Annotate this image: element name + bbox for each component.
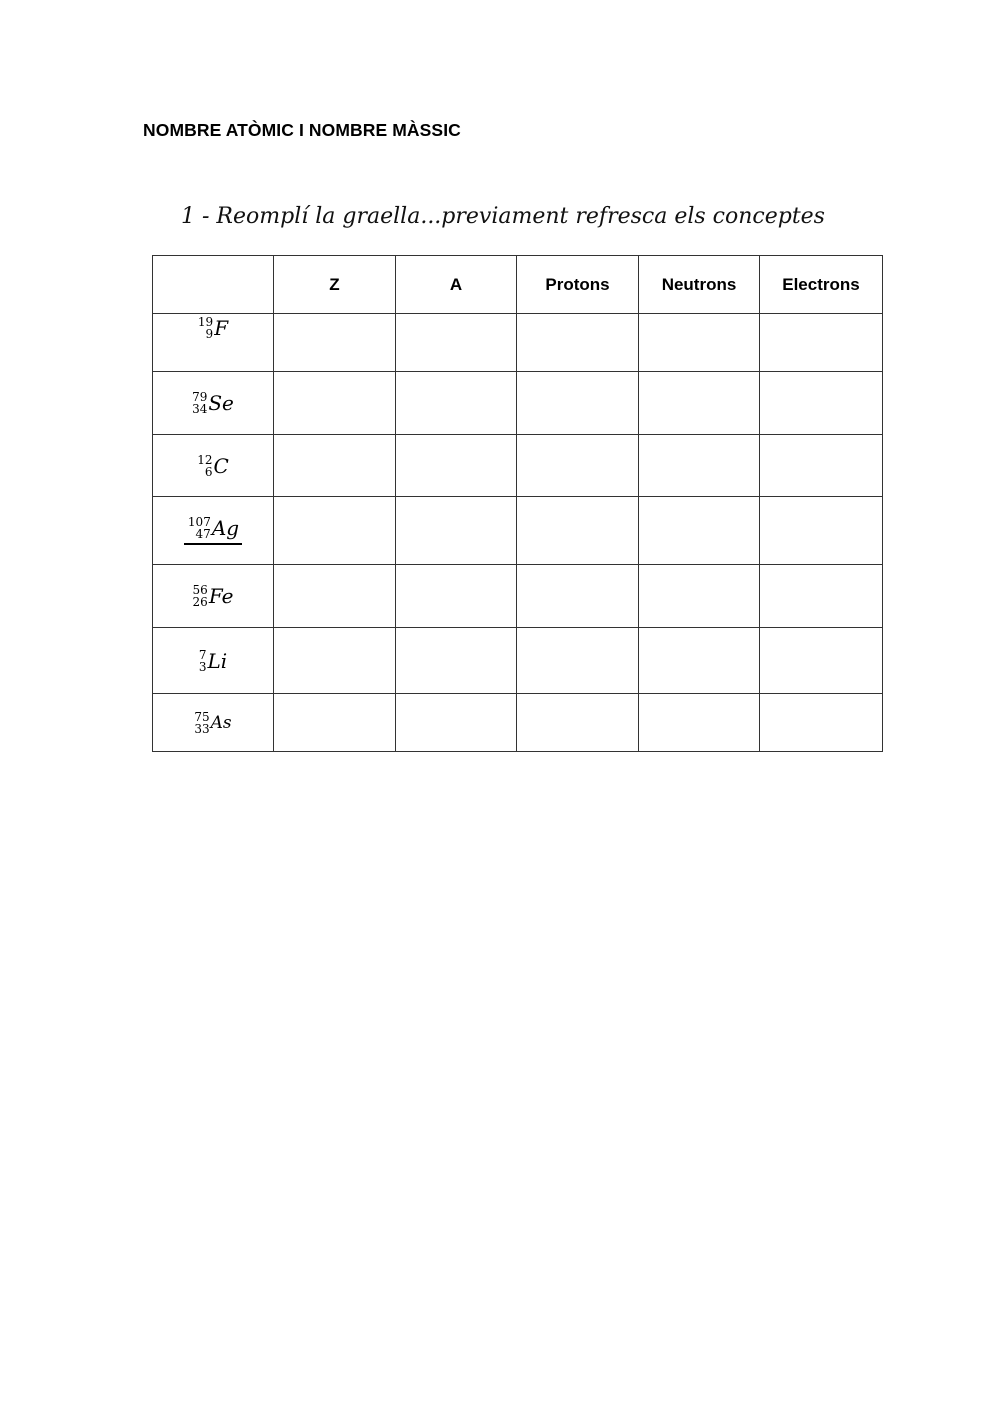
z-input-cell[interactable] xyxy=(274,694,396,752)
a-input-cell[interactable] xyxy=(396,497,517,565)
table-row xyxy=(153,628,883,694)
neutrons-input-cell[interactable] xyxy=(639,565,760,628)
isotope-notation xyxy=(197,454,229,478)
element-symbol: Fe xyxy=(208,584,234,608)
isotope-cell xyxy=(153,565,274,628)
header-empty xyxy=(153,256,274,314)
a-input-cell[interactable] xyxy=(396,314,517,372)
element-symbol: F xyxy=(214,316,229,340)
electrons-input-cell[interactable] xyxy=(760,435,883,497)
atomic-number: 9 xyxy=(205,327,214,341)
isotope-notation xyxy=(198,316,228,340)
neutrons-input-cell[interactable] xyxy=(639,497,760,565)
isotope-table xyxy=(152,255,883,752)
protons-input-cell[interactable] xyxy=(517,314,639,372)
isotope-notation xyxy=(193,584,234,608)
neutrons-input-cell[interactable] xyxy=(639,314,760,372)
isotope-cell xyxy=(153,314,274,372)
mass-number: 7 xyxy=(198,647,207,662)
element-symbol: Li xyxy=(207,648,228,673)
atomic-number: 26 xyxy=(192,595,208,609)
z-input-cell[interactable] xyxy=(274,314,396,372)
element-symbol: C xyxy=(213,453,229,478)
exercise-instruction: 1 - Reomplí la graella...previament refresca els conceptes xyxy=(181,204,825,229)
mass-number: 12 xyxy=(197,452,213,467)
isotope-notation xyxy=(192,391,234,415)
isotope-notation xyxy=(199,649,227,673)
neutrons-input-cell[interactable] xyxy=(639,694,760,752)
isotope-cell xyxy=(153,435,274,497)
element-symbol: Se xyxy=(208,391,234,415)
protons-input-cell[interactable] xyxy=(517,497,639,565)
atomic-number: 34 xyxy=(192,402,208,416)
isotope-cell xyxy=(153,694,274,752)
electrons-input-cell[interactable] xyxy=(760,628,883,694)
header-row xyxy=(153,256,883,314)
header-z: Z xyxy=(274,256,396,314)
header-a: A xyxy=(396,256,517,314)
electrons-input-cell[interactable] xyxy=(760,372,883,435)
atomic-number: 3 xyxy=(198,659,207,674)
table-row xyxy=(153,565,883,628)
isotope-notation xyxy=(184,516,242,545)
mass-number: 107 xyxy=(187,515,211,529)
z-input-cell[interactable] xyxy=(274,435,396,497)
header-neutrons: Neutrons xyxy=(639,256,760,314)
protons-input-cell[interactable] xyxy=(517,565,639,628)
z-input-cell[interactable] xyxy=(274,372,396,435)
isotope-notation xyxy=(194,711,231,735)
electrons-input-cell[interactable] xyxy=(760,497,883,565)
z-input-cell[interactable] xyxy=(274,497,396,565)
a-input-cell[interactable] xyxy=(396,372,517,435)
page-title: NOMBRE ATÒMIC I NOMBRE MÀSSIC xyxy=(143,120,461,140)
atomic-number: 47 xyxy=(195,527,211,541)
element-symbol: As xyxy=(210,712,232,733)
mass-number: 75 xyxy=(194,709,210,724)
a-input-cell[interactable] xyxy=(396,435,517,497)
a-input-cell[interactable] xyxy=(396,628,517,694)
protons-input-cell[interactable] xyxy=(517,694,639,752)
neutrons-input-cell[interactable] xyxy=(639,435,760,497)
table-row xyxy=(153,497,883,565)
header-electrons: Electrons xyxy=(760,256,883,314)
isotope-cell xyxy=(153,497,274,565)
z-input-cell[interactable] xyxy=(274,565,396,628)
mass-number: 19 xyxy=(197,315,214,329)
protons-input-cell[interactable] xyxy=(517,628,639,694)
neutrons-input-cell[interactable] xyxy=(639,372,760,435)
table-row xyxy=(153,694,883,752)
a-input-cell[interactable] xyxy=(396,694,517,752)
mass-number: 79 xyxy=(192,390,208,404)
neutrons-input-cell[interactable] xyxy=(639,628,760,694)
protons-input-cell[interactable] xyxy=(517,435,639,497)
protons-input-cell[interactable] xyxy=(517,372,639,435)
a-input-cell[interactable] xyxy=(396,565,517,628)
atomic-number: 6 xyxy=(204,464,213,479)
electrons-input-cell[interactable] xyxy=(760,314,883,372)
atomic-number: 33 xyxy=(194,721,210,736)
table-row xyxy=(153,314,883,372)
isotope-cell xyxy=(153,628,274,694)
electrons-input-cell[interactable] xyxy=(760,565,883,628)
table-row xyxy=(153,372,883,435)
header-protons: Protons xyxy=(517,256,639,314)
element-symbol: Ag xyxy=(211,516,240,540)
mass-number: 56 xyxy=(192,583,208,597)
z-input-cell[interactable] xyxy=(274,628,396,694)
electrons-input-cell[interactable] xyxy=(760,694,883,752)
table-row xyxy=(153,435,883,497)
isotope-cell xyxy=(153,372,274,435)
